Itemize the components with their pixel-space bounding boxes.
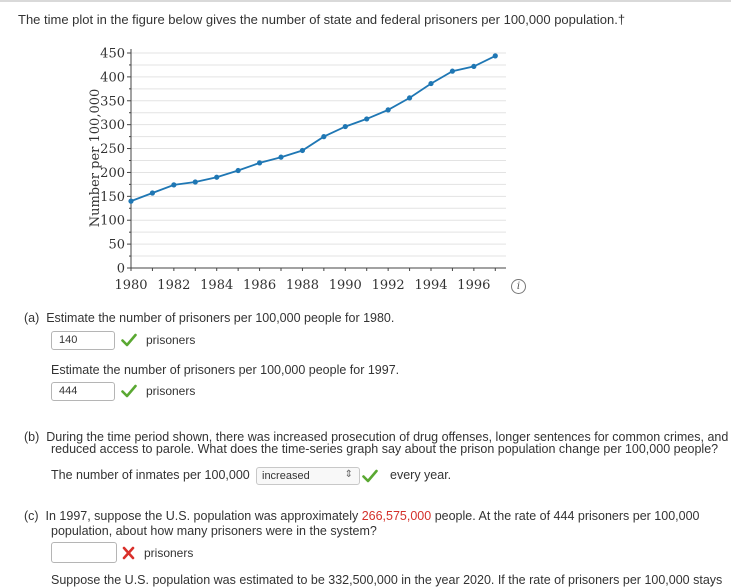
answer-1997-field[interactable]: 444 — [51, 382, 115, 401]
y-tick-label: 400 — [100, 70, 125, 86]
x-tick-label: 1996 — [457, 278, 491, 293]
chart-axes — [131, 49, 506, 268]
x-tick-label: 1982 — [157, 278, 191, 293]
part-b-question-line-1: (b) During the time period shown, there was increased prosecution of drug offenses, longer sentences for common crimes, and — [24, 430, 729, 444]
correct-check-icon — [121, 333, 137, 347]
y-tick-label: 100 — [100, 213, 125, 229]
x-tick-label: 1984 — [200, 278, 234, 293]
data-point — [278, 155, 283, 160]
incorrect-cross-icon — [121, 546, 137, 560]
data-point — [236, 168, 241, 173]
unit-label: prisoners — [144, 546, 194, 560]
y-tick-label: 0 — [116, 261, 125, 277]
data-point — [193, 179, 198, 184]
data-point — [450, 69, 455, 74]
x-tick-label: 1990 — [328, 278, 362, 293]
series-line — [131, 56, 495, 201]
part-a-question-1: (a) Estimate the number of prisoners per 100,000 people for 1980. — [24, 311, 395, 325]
trend-select[interactable] — [256, 467, 360, 485]
unit-label: prisoners — [146, 333, 196, 347]
answer-1980-field[interactable]: 140 — [51, 331, 115, 350]
data-point — [407, 95, 412, 100]
part-c-question-line-1 — [24, 509, 699, 523]
part-c-question-post: people. At the rate of 444 prisoners per 100,000 — [434, 509, 700, 523]
y-tick-label: 250 — [100, 142, 125, 158]
y-tick-label: 50 — [108, 237, 125, 253]
part-c-question-line-2: population, about how many prisoners were in the system? — [51, 524, 377, 538]
data-point — [150, 190, 155, 195]
data-point — [214, 175, 219, 180]
correct-check-icon — [121, 384, 137, 398]
data-point — [471, 64, 476, 69]
data-point — [386, 107, 391, 112]
data-point — [428, 81, 433, 86]
correct-check-icon — [362, 469, 378, 483]
problem-intro: The time plot in the figure below gives the number of state and federal prisoners per 100,000 population.† — [18, 12, 626, 27]
data-point — [493, 53, 498, 58]
part-c-next-question-cut: Suppose the U.S. population was estimated to be 332,500,000 in the year 2020. If the rate of prisoners per 100,000 stays — [51, 573, 723, 587]
unit-label: prisoners — [146, 384, 196, 398]
part-c-question-pre: (c) In 1997, suppose the U.S. population was approximately — [24, 509, 359, 523]
part-b-statement-end: every year. — [390, 468, 452, 482]
x-tick-label: 1994 — [414, 278, 448, 293]
part-a-question-2: Estimate the number of prisoners per 100,000 people for 1997. — [51, 363, 400, 377]
x-tick-label: 1992 — [371, 278, 405, 293]
chart-gridlines — [131, 53, 506, 256]
y-tick-label: 300 — [100, 118, 125, 134]
y-tick-label: 450 — [100, 46, 125, 62]
y-axis-label: Number per 100,000 — [88, 88, 103, 228]
data-point — [128, 199, 133, 204]
data-point — [300, 148, 305, 153]
data-point — [364, 116, 369, 121]
x-tick-label: 1986 — [243, 278, 277, 293]
data-point — [171, 182, 176, 187]
data-point — [343, 124, 348, 129]
part-b-statement: The number of inmates per 100,000 — [51, 468, 250, 482]
part-b-question-line-2: reduced access to parole. What does the time-series graph say about the prison population change per 100,000 people? — [51, 442, 719, 456]
y-tick-label: 350 — [100, 94, 125, 110]
y-tick-label: 200 — [100, 165, 125, 181]
prisoners-1997-field[interactable] — [51, 542, 117, 563]
x-tick-label: 1980 — [114, 278, 148, 293]
trend-select-value: increased — [262, 470, 310, 482]
chart-series — [128, 53, 497, 203]
y-tick-label: 150 — [100, 189, 125, 205]
data-point — [321, 134, 326, 139]
x-tick-label: 1988 — [285, 278, 319, 293]
population-value: 266,575,000 — [361, 509, 432, 523]
info-icon[interactable]: i — [511, 279, 526, 294]
select-updown-icon: ⇕ — [344, 469, 353, 480]
data-point — [257, 160, 262, 165]
